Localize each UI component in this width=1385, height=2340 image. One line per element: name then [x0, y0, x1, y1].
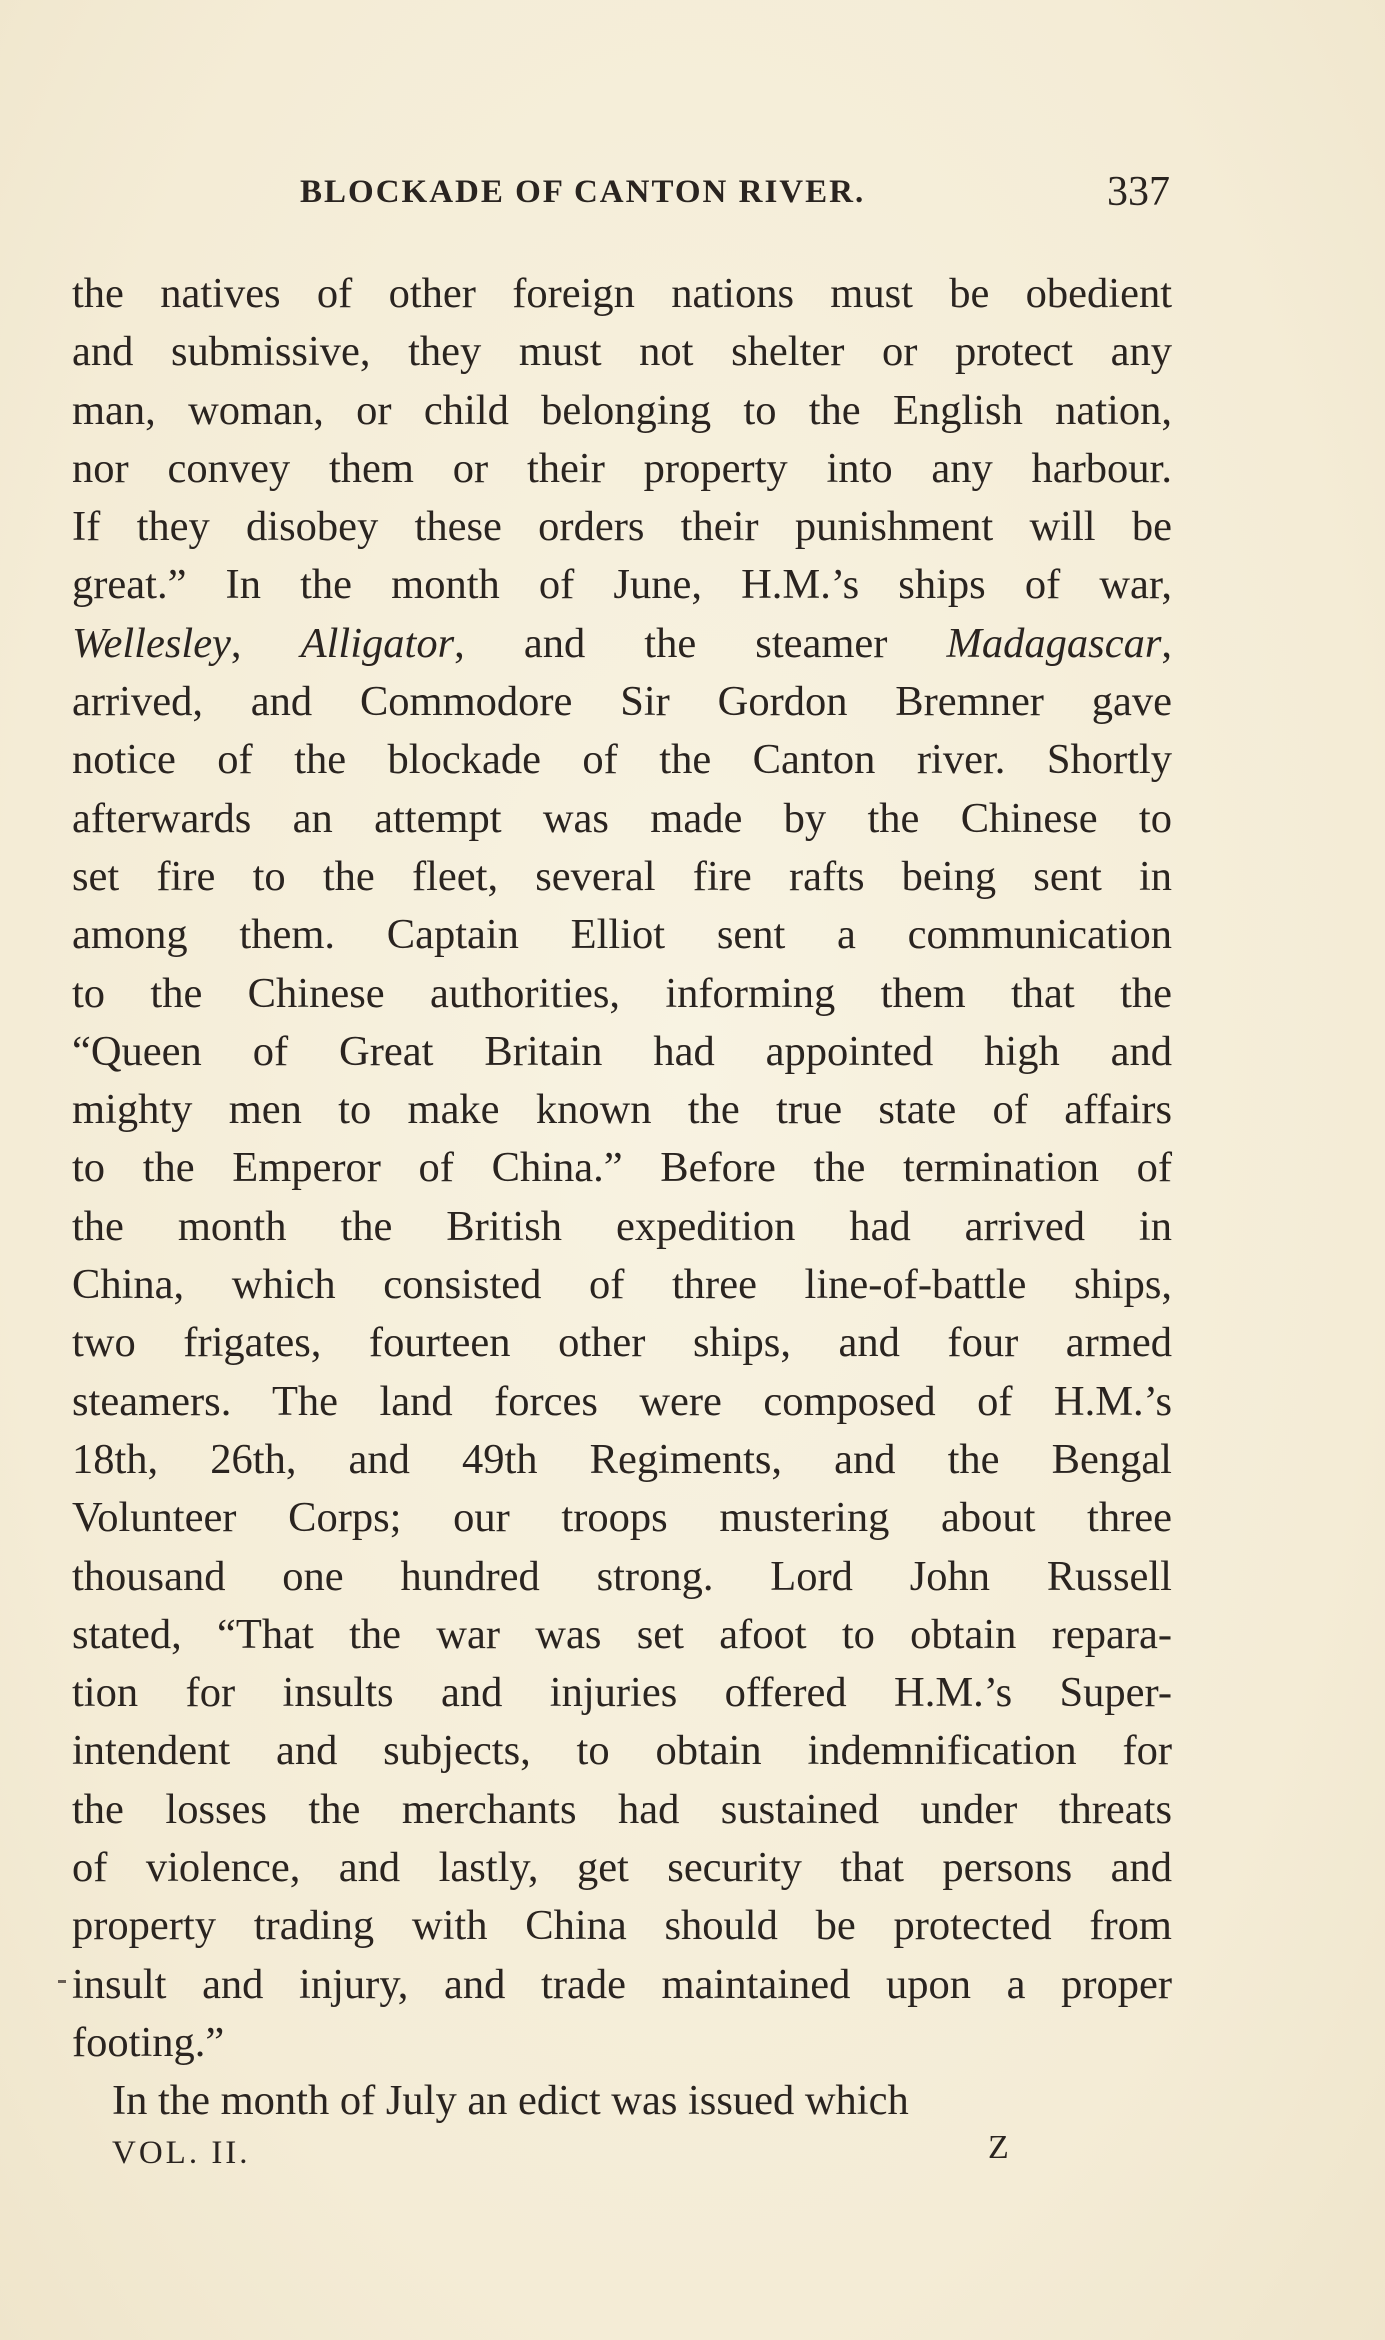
text-line: afterwards an attempt was made by the Chinese to	[72, 794, 1172, 842]
text-line: property trading with China should be protected from	[72, 1902, 1172, 1950]
text-line: to the Chinese authorities, informing them that the	[72, 969, 1172, 1017]
text-line: the natives of other foreign nations must be obedient	[72, 270, 1172, 317]
text-line: “Queen of Great Britain had appointed high and	[72, 1027, 1172, 1075]
text-line: Volunteer Corps; our troops mustering about three	[72, 1494, 1172, 1542]
text-line-ship-names: Wellesley, Alligator, and the steamer Madagascar,	[72, 619, 1173, 667]
text-line: man, woman, or child belonging to the English nation,	[72, 386, 1172, 434]
text-line: notice of the blockade of the Canton river. Shortly	[72, 736, 1172, 784]
text-line: China, which consisted of three line-of-battle ships,	[72, 1261, 1172, 1309]
text-line: to the Emperor of China.” Before the termination of	[72, 1144, 1172, 1192]
text-line: insult and injury, and trade maintained upon a proper	[72, 1960, 1172, 2008]
text-line: the month the British expedition had arrived in	[72, 1202, 1172, 1250]
text-line: arrived, and Commodore Sir Gordon Bremner gave	[72, 678, 1172, 726]
body-text	[72, 265, 1172, 2131]
page-footer	[112, 2129, 1012, 2185]
text-line: nor convey them or their property into any harbour.	[72, 444, 1172, 492]
ship-name-alligator: Alligator	[300, 619, 455, 667]
text-line: among them. Captain Elliot sent a communication	[72, 911, 1172, 959]
page-number: 337	[1107, 169, 1170, 215]
text-line: thousand one hundred strong. Lord John Russell	[72, 1552, 1172, 1600]
ship-name-wellesley: Wellesley	[72, 619, 231, 667]
text-line: steamers. The land forces were composed of H.M.’s	[72, 1377, 1172, 1425]
margin-mark	[58, 1980, 66, 1983]
text-line: set fire to the fleet, several fire rafts being sent in	[72, 852, 1172, 900]
text-line: tion for insults and injuries offered H.M.’s Super-	[72, 1669, 1172, 1717]
volume-label: VOL. II.	[112, 2135, 251, 2171]
text-line: If they disobey these orders their punishment will be	[72, 503, 1172, 551]
text-line: of violence, and lastly, get security that persons and	[72, 1844, 1172, 1892]
text-line-paragraph-end: footing.”	[72, 2018, 225, 2066]
running-head: BLOCKADE OF CANTON RIVER.	[300, 174, 866, 210]
text-line: intendent and subjects, to obtain indemnification for	[72, 1727, 1172, 1775]
text-line: the losses the merchants had sustained under threats	[72, 1785, 1172, 1833]
page-header	[300, 168, 1170, 218]
text-line: mighty men to make known the true state of affairs	[72, 1086, 1172, 1134]
text-line: two frigates, fourteen other ships, and four armed	[72, 1319, 1172, 1367]
text-line-paragraph-start: In the month of July an edict was issued which	[112, 2077, 909, 2125]
signature-mark: Z	[988, 2129, 1009, 2166]
ship-name-madagascar: Madagascar	[946, 619, 1162, 667]
text-line: stated, “That the war was set afoot to obtain repara-	[72, 1610, 1172, 1658]
text-line: 18th, 26th, and 49th Regiments, and the Bengal	[72, 1435, 1172, 1483]
text-line: and submissive, they must not shelter or protect any	[72, 328, 1172, 376]
text-line: great.” In the month of June, H.M.’s ships of war,	[72, 561, 1172, 609]
